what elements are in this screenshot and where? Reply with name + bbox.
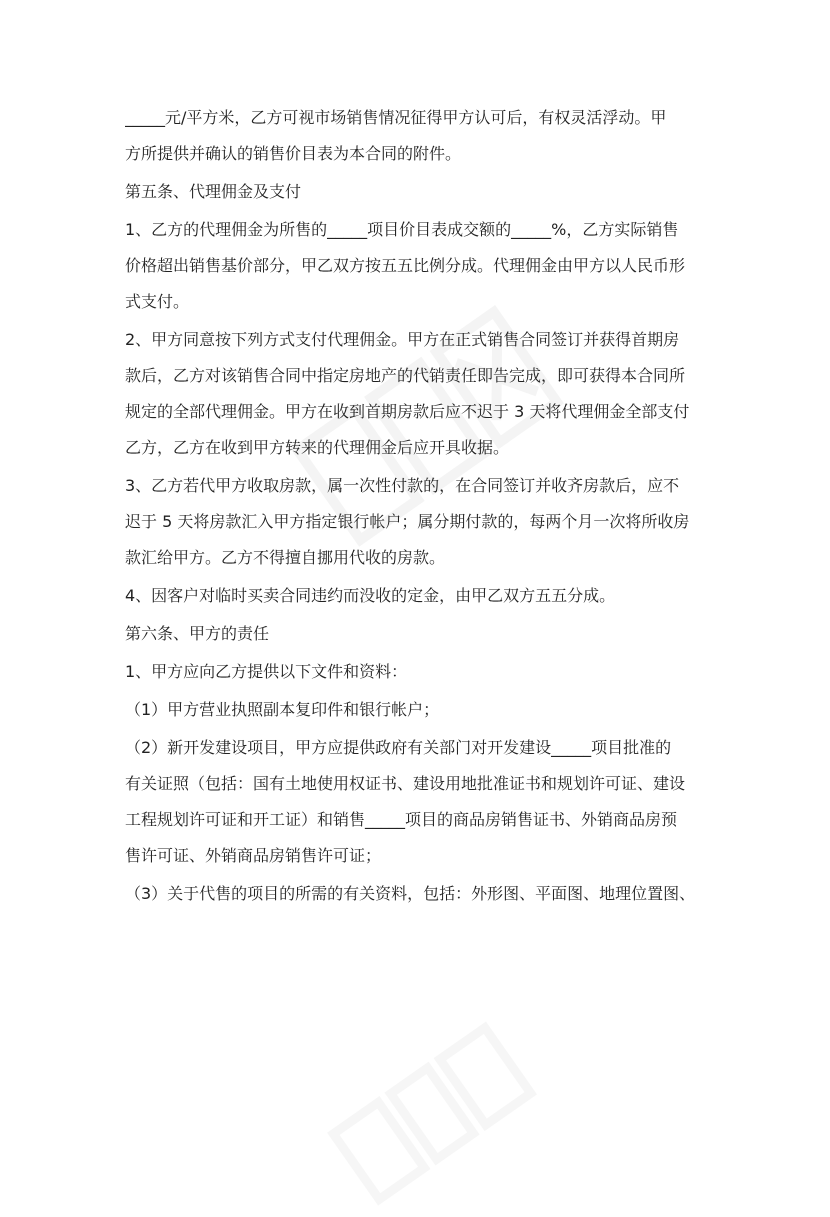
- text-line: 售许可证、外销商品房销售许可证；: [125, 846, 382, 865]
- text-line: 乙方，乙方在收到甲方转来的代理佣金后应开具收据。: [125, 438, 510, 457]
- text-line: 工程规划许可证和开工证）和销售_____项目的商品房销售证书、外销商品房预: [125, 810, 678, 829]
- text-line: 方所提供并确认的销售价目表为本合同的附件。: [125, 144, 462, 163]
- text-line: 规定的全部代理佣金。甲方在收到首期房款后应不迟于 3 天将代理佣金全部支付: [125, 402, 690, 421]
- text-line: 迟于 5 天将房款汇入甲方指定银行帐户；属分期付款的，每两个月一次将所收房: [125, 512, 690, 531]
- text-line: 1、乙方的代理佣金为所售的_____项目价目表成交额的_____%，乙方实际销售: [125, 220, 679, 239]
- text-line: （3）关于代售的项目的所需的有关资料，包括：外形图、平面图、地理位置图、: [125, 884, 696, 903]
- watermark-logo-bottom: [317, 1013, 544, 1217]
- text-line: 4、因客户对临时买卖合同违约而没收的定金，由甲乙双方五五分成。: [125, 586, 616, 605]
- text-line: 2、甲方同意按下列方式支付代理佣金。甲方在正式销售合同签订并获得首期房: [125, 330, 680, 349]
- text-line: 价格超出销售基价部分，甲乙双方按五五比例分成。代理佣金由甲方以人民币形: [125, 256, 686, 275]
- section-heading: 第六条、甲方的责任: [125, 624, 270, 643]
- text-line: 款后，乙方对该销售合同中指定房地产的代销责任即告完成，即可获得本合同所: [125, 366, 686, 385]
- text-line: 1、甲方应向乙方提供以下文件和资料：: [125, 662, 408, 681]
- document-body: [125, 108, 705, 904]
- text-line: 款汇给甲方。乙方不得擅自挪用代收的房款。: [125, 548, 446, 567]
- text-line: _____元/平方米，乙方可视市场销售情况征得甲方认可后，有权灵活浮动。甲: [125, 108, 667, 127]
- text-line: 式支付。: [125, 292, 190, 311]
- text-line: （1）甲方营业执照副本复印件和银行帐户；: [125, 700, 440, 719]
- text-line: 有关证照（包括：国有土地使用权证书、建设用地批准证书和规划许可证、建设: [125, 774, 686, 793]
- section-heading: 第五条、代理佣金及支付: [125, 182, 302, 201]
- text-line: （2）新开发建设项目，甲方应提供政府有关部门对开发建设_____项目批准的: [125, 738, 672, 757]
- text-line: 3、乙方若代甲方收取房款，属一次性付款的，在合同签订并收齐房款后，应不: [125, 476, 680, 495]
